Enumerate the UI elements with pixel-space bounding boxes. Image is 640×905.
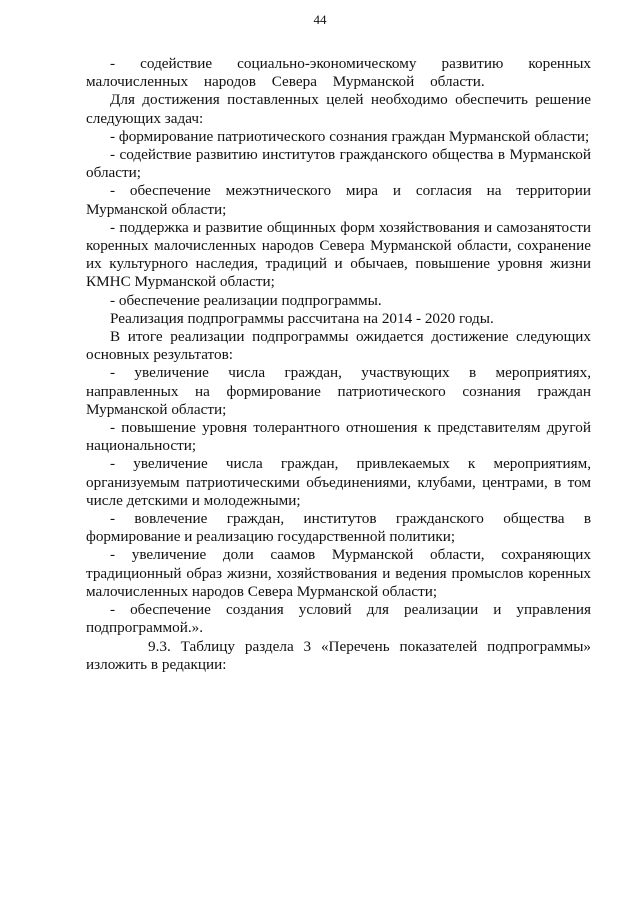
paragraph-12: - увеличение числа граждан, привлекаемых к мероприятиям, организуемым патриотическими объединениями, клубами, центрами, в том числе детскими и молодежными;: [86, 455, 591, 509]
paragraph-16: 9.3. Таблицу раздела 3 «Перечень показателей подпрограммы» изложить в редакции:: [86, 637, 591, 673]
paragraph-10: - увеличение числа граждан, участвующих в мероприятиях, направленных на формирование патриотического сознания граждан Мурманской области;: [86, 364, 591, 418]
paragraph-5: - обеспечение межэтнического мира и согласия на территории Мурманской области;: [86, 182, 591, 218]
paragraph-7: - обеспечение реализации подпрограммы.: [110, 291, 382, 309]
paragraph-15: - обеспечение создания условий для реализации и управления подпрограммой.».: [86, 601, 591, 637]
paragraph-14: - увеличение доли саамов Мурманской области, сохраняющих традиционный образ жизни, хозяйствования и ведения промыслов коренных малочисленных народов Севера Мурманской области;: [86, 546, 591, 600]
paragraph-3: - формирование патриотического сознания граждан Мурманской области;: [110, 127, 590, 145]
paragraph-4: - содействие развитию институтов гражданского общества в Мурманской области;: [86, 146, 591, 182]
paragraph-13: - вовлечение граждан, институтов гражданского общества в формирование и реализацию государственной политики;: [86, 510, 591, 546]
paragraph-1: - содействие социально-экономическому развитию коренных малочисленных народов Севера Мурманской области.: [86, 55, 591, 91]
paragraph-9: В итоге реализации подпрограммы ожидается достижение следующих основных результатов:: [86, 328, 591, 364]
paragraph-2: Для достижения поставленных целей необходимо обеспечить решение следующих задач:: [86, 91, 591, 127]
paragraph-6: - поддержка и развитие общинных форм хозяйствования и самозанятости коренных малочисленных народов Севера Мурманской области, сохранение их культурного наследия, традиций и обычаев, повышение уровня жизни КМНС Мурманской области;: [86, 218, 591, 291]
paragraph-11: - повышение уровня толерантного отношения к представителям другой национальности;: [86, 419, 591, 455]
page-number: 44: [313, 12, 327, 27]
paragraph-8: Реализация подпрограммы рассчитана на 2014 - 2020 годы.: [110, 309, 494, 327]
document-body: [86, 55, 591, 674]
